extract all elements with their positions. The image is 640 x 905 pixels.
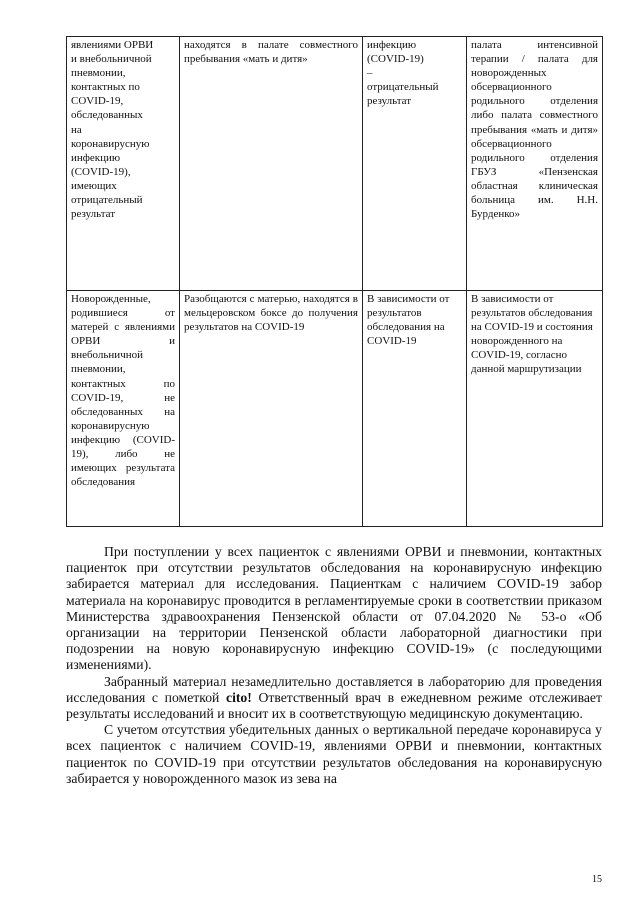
cell-text: инфекцию (COVID-19) – отрицательный результат xyxy=(367,39,439,108)
cell-text: палата интенсивной терапии / палата для новорожденных обсервационного родильного отделения либо палата совместного пребывания «мать и дитя» обсервационного родильного отделения ГБУЗ «Пензенская областная клиническая больница им. Н.Н. Бурденко» xyxy=(471,39,598,221)
page-number: 15 xyxy=(592,874,602,885)
paragraph xyxy=(66,674,602,723)
table-row xyxy=(67,291,603,527)
cell-text: В зависимости от результатов обследования на COVID-19 и состояния новорожденного на COVID-19, согласно данной маршрутизации xyxy=(471,293,593,376)
table-cell xyxy=(467,291,603,527)
paragraph: При поступлении у всех пациенток с явлениями ОРВИ и пневмонии, контактных пациенток при отсутствии результатов обследования на коронавирусную инфекцию забирается материал для исследования. Пациенткам с наличием COVID-19 забор материала на коронавирус проводится в регламентируемые сроки в соответствии приказом Министерства здравоохранения Пензенской области от 07.04.2020 № 53-о «Об организации на территории Пензенской области лабораторной диагностики при подозрении на новую коронавирусную инфекцию COVID-19» (с последующими изменениями). xyxy=(66,544,602,673)
cell-text: явлениями ОРВИ и внебольничной пневмонии, контактных по COVID-19, обследованных на коронавирусную инфекцию (COVID-19), имеющих отрицательный результат xyxy=(71,39,154,221)
table-cell xyxy=(180,37,363,291)
table-cell xyxy=(180,291,363,527)
cell-text: находятся в палате совместного пребывания «мать и дитя» xyxy=(184,39,358,66)
table-row xyxy=(67,37,603,291)
table-cell xyxy=(467,37,603,291)
paragraph: С учетом отсутствия убедительных данных о вертикальной передаче коронавируса у всех пациенток с наличием COVID-19, явлениями ОРВИ и пневмонии, контактных пациенток по COVID-19 при отсутствии результатов обследования на коронавирусную забирается у новорожденного мазок из зева на xyxy=(66,722,602,786)
routing-table xyxy=(66,36,603,527)
cell-text: В зависимости от результатов обследования на COVID-19 xyxy=(367,293,450,348)
table-cell xyxy=(67,37,180,291)
table-cell xyxy=(67,291,180,527)
cito-mark: cito! xyxy=(226,689,252,705)
table-cell xyxy=(363,291,467,527)
body-text xyxy=(66,544,602,787)
paragraph-text: Забранный материал незамедлительно доставляется в лабораторию для проведения исследования с пометкой xyxy=(66,673,602,705)
cell-text: Новорожденные, родившиеся от матерей с явлениями ОРВИ и внебольничной пневмонии, контактных по COVID-19, не обследованных на коронавирусную инфекцию (COVID-19), либо не имеющих результата обследования xyxy=(71,293,175,489)
paragraph-text: Ответственный врач в ежедневном режиме отслеживает результаты исследований и вносит их в соответствующую медицинскую документацию. xyxy=(66,689,602,722)
cell-text: Разобщаются с матерью, находятся в мельцеровском боксе до получения результатов на COVID-19 xyxy=(184,293,358,334)
table-cell xyxy=(363,37,467,291)
